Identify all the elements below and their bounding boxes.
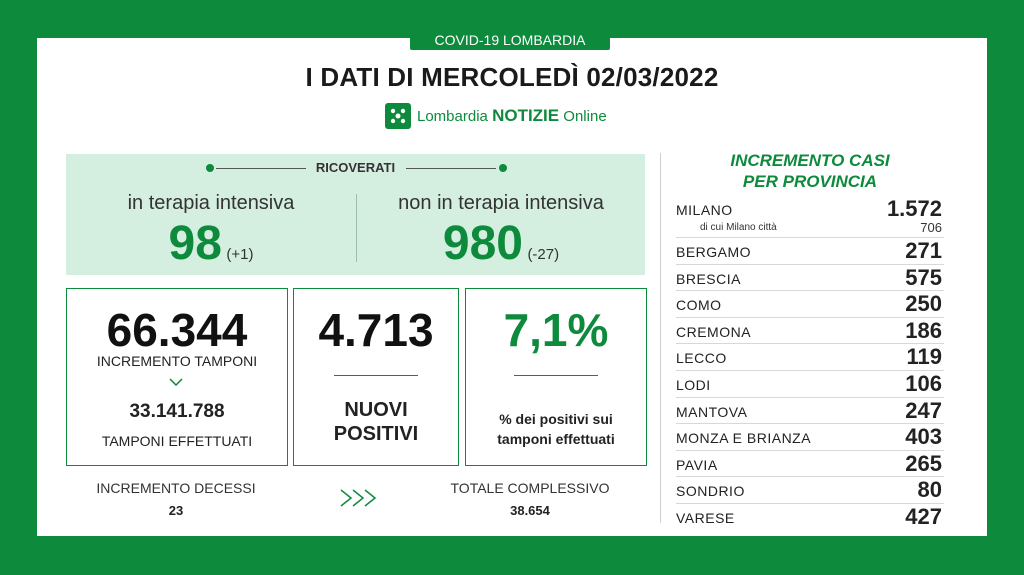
tamponi-box xyxy=(66,288,288,466)
decessi-total-label: TOTALE COMPLESSIVO xyxy=(450,480,610,496)
region-tag: COVID-19 LOMBARDIA xyxy=(410,30,610,50)
decessi-total-value: 38.654 xyxy=(510,503,550,518)
intensiva-value xyxy=(66,216,356,271)
non-intensiva-label: non in terapia intensiva xyxy=(398,192,604,214)
dot-right xyxy=(499,164,507,172)
milano-citta-value: 706 xyxy=(920,220,942,235)
province-name: COMO xyxy=(676,297,722,314)
intensiva-number: 98 xyxy=(168,217,222,270)
decessi-increment-value: 23 xyxy=(168,503,184,518)
positivi-rule xyxy=(334,375,418,376)
province-row xyxy=(676,398,944,425)
percentuale-value: 7,1% xyxy=(503,304,609,356)
chevron-down-icon xyxy=(169,373,183,389)
tamponi-increment-label: INCREMENTO TAMPONI xyxy=(96,353,258,369)
province-row xyxy=(676,238,944,265)
province-name: LODI xyxy=(676,376,711,393)
province-row xyxy=(676,504,944,530)
province-value: 250 xyxy=(905,291,942,317)
province-row xyxy=(676,451,944,478)
province-value: 265 xyxy=(905,450,942,476)
province-value: 80 xyxy=(917,477,942,503)
non-intensiva-value xyxy=(356,216,646,271)
province-name: SONDRIO xyxy=(676,483,745,500)
province-name: PAVIA xyxy=(676,456,718,473)
province-value: 575 xyxy=(905,264,942,290)
province-separator xyxy=(660,153,661,523)
province-row xyxy=(676,477,944,504)
province-name: VARESE xyxy=(676,509,735,526)
percentuale-label-1: % dei positivi sui xyxy=(499,411,613,427)
page-title: I DATI DI MERCOLEDÌ 02/03/2022 xyxy=(305,62,719,92)
intensiva-delta: (+1) xyxy=(226,246,254,263)
province-value: 247 xyxy=(905,397,942,423)
tamponi-total-label: TAMPONI EFFETTUATI xyxy=(101,433,253,449)
positivi-label-1: NUOVI xyxy=(344,399,408,421)
percentuale-label-2: tamponi effettuati xyxy=(497,431,615,447)
ricoverati-panel xyxy=(66,154,645,275)
non-intensiva-number: 980 xyxy=(442,217,523,270)
positivi-label-2: POSITIVI xyxy=(333,423,419,445)
province-list xyxy=(676,196,944,530)
province-row xyxy=(676,265,944,292)
province-value: 271 xyxy=(905,238,942,263)
lombardia-notizie-logo xyxy=(385,103,607,129)
province-title-line-1: INCREMENTO CASI xyxy=(730,151,890,170)
province-value: 403 xyxy=(905,424,942,450)
province-row xyxy=(676,318,944,345)
province-value: 119 xyxy=(906,344,942,370)
province-value: 106 xyxy=(905,370,942,396)
logo-brand: Lombardia xyxy=(417,108,488,125)
province-row xyxy=(676,344,944,371)
province-name: CREMONA xyxy=(676,323,752,340)
province-row xyxy=(676,424,944,451)
positivi-box xyxy=(293,288,459,466)
milano-citta-label: di cui Milano città xyxy=(700,222,777,233)
decessi-increment-label: INCREMENTO DECESSI xyxy=(96,480,256,496)
province-title-line-2: PER PROVINCIA xyxy=(742,172,878,191)
province-name: MANTOVA xyxy=(676,403,748,420)
province-title xyxy=(690,150,930,192)
province-name: MILANO xyxy=(676,202,733,218)
province-name: MONZA E BRIANZA xyxy=(676,430,812,447)
tamponi-total: 33.141.788 xyxy=(129,401,225,422)
logo-brand-bold: NOTIZIE xyxy=(492,106,560,125)
lombardia-rose-icon xyxy=(385,103,411,129)
province-name: BERGAMO xyxy=(676,244,752,260)
province-value: 186 xyxy=(905,317,942,343)
tamponi-increment: 66.344 xyxy=(106,304,248,356)
province-row-milano xyxy=(676,196,944,238)
province-row xyxy=(676,291,944,318)
province-name: LECCO xyxy=(676,350,727,367)
positivi-value: 4.713 xyxy=(318,304,434,356)
province-row xyxy=(676,371,944,398)
triple-chevron-right-icon xyxy=(337,486,383,516)
province-value: 427 xyxy=(905,503,942,529)
logo-text xyxy=(417,106,607,126)
ricoverati-heading: RICOVERATI xyxy=(315,160,396,175)
percentuale-box xyxy=(465,288,647,466)
heading-rule-right xyxy=(406,168,496,169)
province-value: 1.572 xyxy=(886,196,942,221)
non-intensiva-delta: (-27) xyxy=(527,246,560,263)
logo-brand-tail: Online xyxy=(563,108,607,125)
intensiva-label: in terapia intensiva xyxy=(127,192,295,214)
province-name: BRESCIA xyxy=(676,270,741,287)
percentuale-rule xyxy=(514,375,598,376)
